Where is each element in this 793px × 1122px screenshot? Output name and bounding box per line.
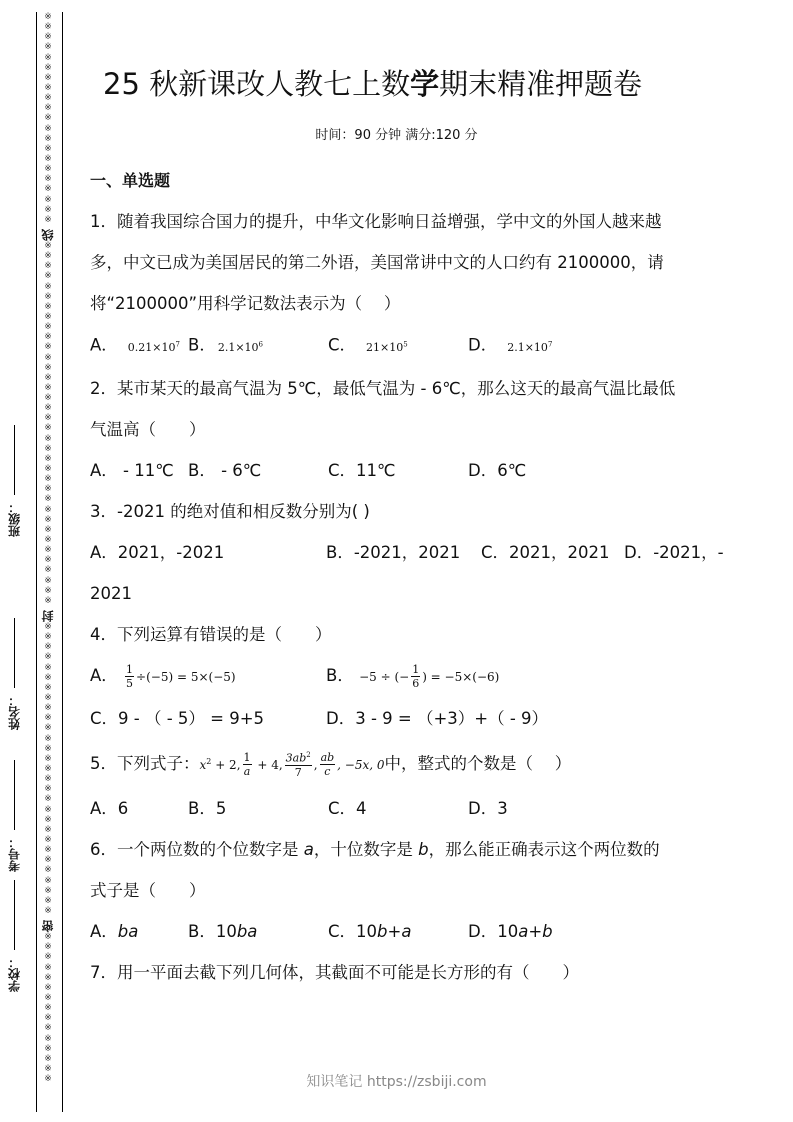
seal-mark: ※ [44,413,52,424]
seal-mark: ※ [44,12,52,22]
seal-mark: ※ [44,204,52,215]
seal-mark: ※ [44,133,52,144]
seal-char: 线 [41,225,55,241]
seal-mark: ※ [44,565,52,576]
school-field [6,880,22,992]
seal-mark: ※ [44,575,52,586]
seal-mark: ※ [44,474,52,485]
seal-mark: ※ [44,642,52,653]
seal-mark: ※ [44,942,52,953]
seal-mark: ※ [44,784,52,795]
seal-mark: ※ [44,693,52,703]
seal-mark: ※ [44,834,52,845]
seal-mark: ※ [44,113,52,124]
seal-mark: ※ [44,464,52,475]
q5-option-a: A．6 [90,798,129,818]
q1-option-a: A． $0.21\times 10^7$ [90,335,180,355]
q6-option-c: C．10b+a [328,921,412,941]
seal-mark: ※ [44,62,52,73]
footer-watermark: 知识笔记 https://zsbiji.com [306,1074,487,1090]
seal-mark: ※ [44,52,52,63]
seal-mark: ※ [44,504,52,515]
seal-mark: ※ [44,875,52,886]
question-5-options [90,788,742,829]
seal-mark-column [41,12,55,1102]
question-6: 6．一个两位数的个位数字是 a，十位数字是 b，那么能正确表示这个两位数的 式子是（ ） A．ba B．10ba C．10b+a D．10a+b [90,829,742,952]
seal-mark: ※ [44,905,52,916]
seal-mark: ※ [44,453,52,464]
seal-mark: ※ [44,164,52,175]
q4-option-a: A． $\frac{1}{5}$ ÷(−5) = 5×(−5) [90,662,236,690]
seal-mark: ※ [44,1053,52,1064]
q3-option-d: D．-2021，- [624,542,724,562]
seal-mark: ※ [44,855,52,866]
exam-info: 时间：90 分钟 满分:120 分 [315,128,478,143]
seal-mark: ※ [44,423,52,434]
seal-mark: ※ [44,972,52,983]
seal-mark: ※ [44,962,52,973]
question-2-options [90,450,742,491]
seal-mark: ※ [44,514,52,525]
seal-mark: ※ [44,32,52,43]
seal-mark: ※ [44,753,52,764]
seal-mark: ※ [44,42,52,53]
seal-mark: ※ [44,804,52,815]
seal-mark: ※ [44,1003,52,1014]
seal-mark: ※ [44,1063,52,1074]
seal-mark: ※ [44,484,52,495]
question-4-options-ab [90,655,742,698]
seal-mark: ※ [44,372,52,383]
seal-mark: ※ [44,814,52,825]
seal-mark: ※ [44,992,52,1003]
seal-mark: ※ [44,824,52,835]
seal-mark: ※ [44,322,52,333]
seal-mark: ※ [44,652,52,663]
class-field [6,425,22,537]
seal-mark: ※ [44,271,52,282]
seal-mark: ※ [44,332,52,343]
seal-mark: ※ [44,494,52,505]
seal-mark: ※ [44,982,52,993]
q3-option-a: A．2021，-2021 [90,542,225,562]
seal-mark: ※ [44,261,52,272]
seal-mark: ※ [44,362,52,373]
q1-option-c: C． $21\times 10^5$ [328,335,408,355]
exam-number-field [6,760,22,872]
seal-mark: ※ [44,555,52,566]
seal-mark: ※ [44,72,52,83]
question-4-options-cd [90,698,742,739]
seal-mark: ※ [44,393,52,404]
seal-mark: ※ [44,194,52,205]
q2-option-a: A． - 11℃ [90,460,174,480]
seal-mark: ※ [44,794,52,805]
seal-mark: ※ [44,301,52,312]
q5-option-d: D．3 [468,798,508,818]
seal-mark: ※ [44,595,52,606]
seal-mark: ※ [44,723,52,734]
seal-mark: ※ [44,311,52,322]
seal-mark: ※ [44,174,52,185]
q4-option-d: D．3 - 9 = （+3）+（ - 9） [326,708,549,728]
seal-mark: ※ [44,1023,52,1034]
seal-mark: ※ [44,703,52,714]
question-3: 3．-2021 的绝对值和相反数分别为( ) A．2021，-2021 B．-2021，2021 C．2021，2021 D．-2021，- 2021 [90,491,742,614]
question-1: 1．随着我国综合国力的提升，中华文化影响日益增强，学中文的外国人越来越 多，中文已成为美国居民的第二外语，美国常讲中文的人口约有 2100000，请 将“2100000”用科学记数法表示为（ ） A． $0.21\times 10^7$ B． $2.1\times 10^6$ C． $21\times 10^5$ D． $2.1\times 10^7$ [90,201,742,368]
seal-mark: ※ [44,682,52,693]
seal-mark: ※ [44,672,52,683]
seal-mark: ※ [44,743,52,754]
seal-mark: ※ [44,952,52,963]
seal-mark: ※ [44,662,52,673]
seal-mark: ※ [44,535,52,546]
seal-mark: ※ [44,281,52,292]
school-label: 学校： [7,956,22,992]
name-label: 姓名： [7,694,22,730]
seal-mark: ※ [44,82,52,93]
seal-char: 密 [41,916,55,932]
seal-mark: ※ [44,403,52,414]
seal-mark: ※ [44,763,52,774]
binding-line-left [36,12,37,1112]
seal-mark: ※ [44,622,52,633]
class-label: 班级： [7,501,22,537]
q2-option-d: D．6℃ [468,460,527,480]
seal-mark: ※ [44,143,52,154]
q1-option-b: B． $2.1\times 10^6$ [188,335,264,355]
seal-mark: ※ [44,22,52,33]
seal-mark: ※ [44,214,52,225]
seal-mark: ※ [44,93,52,104]
seal-mark: ※ [44,342,52,353]
q6-option-a: A．ba [90,921,139,941]
seal-mark: ※ [44,545,52,556]
seal-mark: ※ [44,1043,52,1054]
seal-mark: ※ [44,865,52,876]
seal-mark: ※ [44,103,52,114]
question-3-options [90,532,742,573]
q2-option-b: B． - 6℃ [188,460,262,480]
q3-option-c: C．2021，2021 [481,542,610,562]
seal-mark: ※ [44,433,52,444]
seal-mark: ※ [44,291,52,302]
seal-mark: ※ [44,184,52,195]
seal-mark: ※ [44,123,52,134]
seal-mark: ※ [44,845,52,856]
q5-option-b: B．5 [188,798,227,818]
q3-option-b: B．-2021，2021 [326,542,461,562]
q1-option-d: D． $2.1\times 10^7$ [468,335,553,355]
exam-number-label: 考号： [7,836,22,872]
question-4: 4．下列运算有错误的是（ ） A． $\frac{1}{5}$ ÷(−5) = 5×(−5) B． −5 ÷ (− $\frac{1}{6}$ ) = −5×(−6) C．9 - （ - 5） = 9+5 D．3 - 9 = （+3）+（ - 9） [90,614,742,739]
seal-mark: ※ [44,774,52,785]
q5-option-c: C．4 [328,798,367,818]
question-content [90,160,742,993]
question-5: 5．下列式子：$x^2 + 2$, $\frac{1}{a}$ + 4, $\frac{3ab^2}{7}$ , $\frac{ab}{c}$ , −5x, 0中，整式的个数是（ ） [90,750,572,779]
seal-mark: ※ [44,443,52,454]
q3-option-d-continued: 2021 [90,583,132,603]
seal-mark: ※ [44,251,52,262]
section-title: 一、单选题 [90,171,171,190]
seal-char: 封 [41,606,55,622]
q4-option-b: B． −5 ÷ (− $\frac{1}{6}$ ) = −5×(−6) [326,662,500,690]
question-2: 2．某市某天的最高气温为 5℃，最低气温为 - 6℃，那么这天的最高气温比最低 气温高（ ） A． - 11℃ B． - 6℃ C．11℃ D．6℃ [90,368,742,491]
seal-mark: ※ [44,153,52,164]
seal-mark: ※ [44,1013,52,1024]
seal-mark: ※ [44,585,52,596]
seal-mark: ※ [44,1033,52,1044]
seal-mark: ※ [44,932,52,943]
q6-option-d: D．10a+b [468,921,553,941]
seal-mark: ※ [44,895,52,906]
seal-mark: ※ [44,524,52,535]
seal-mark: ※ [44,885,52,896]
seal-mark: ※ [44,733,52,744]
q2-option-c: C．11℃ [328,460,396,480]
binding-margin [0,0,70,1122]
q4-option-c: C．9 - （ - 5） = 9+5 [90,708,265,728]
question-7: 7．用一平面去截下列几何体，其截面不可能是长方形的有（ ） [90,962,579,982]
seal-mark: ※ [44,713,52,724]
seal-mark: ※ [44,632,52,643]
seal-mark: ※ [44,382,52,393]
name-field [6,618,22,730]
binding-line-right [62,12,63,1112]
q6-option-b: B．10ba [188,921,258,941]
seal-mark: ※ [44,240,52,251]
seal-mark: ※ [44,1074,52,1085]
question-1-options [90,324,742,368]
page-title: 25 秋新课改人教七上数学期末精准押题卷 [103,67,643,101]
question-6-options [90,911,742,952]
seal-mark: ※ [44,352,52,363]
